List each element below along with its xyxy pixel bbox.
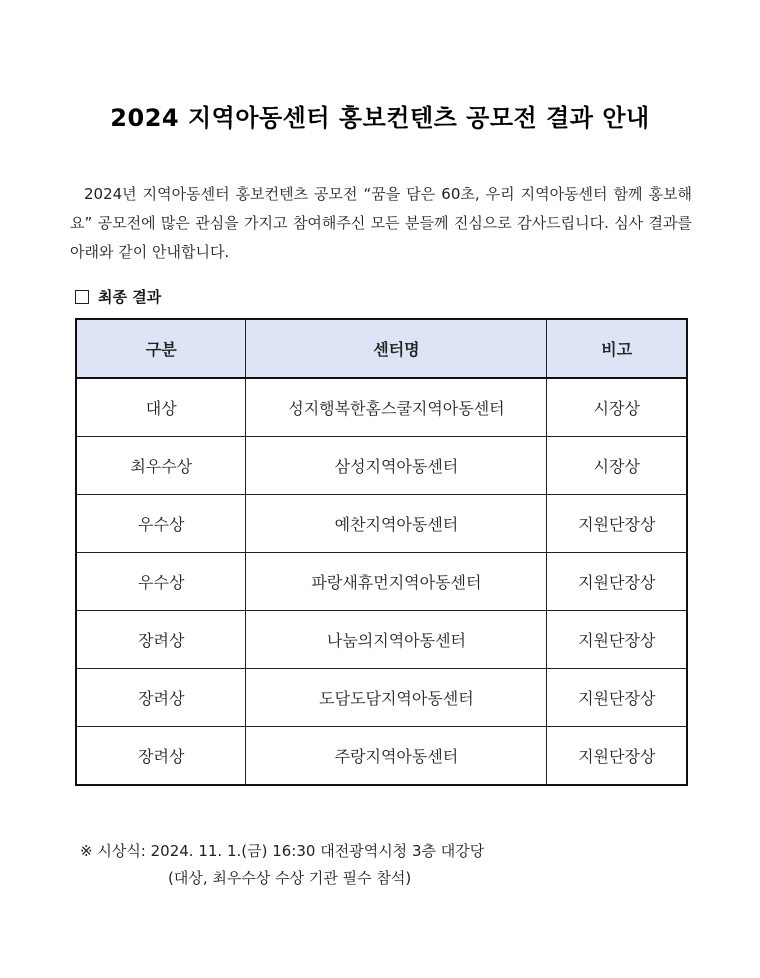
table-row — [76, 495, 687, 553]
ceremony-note — [80, 838, 484, 892]
remarks-cell: 지원단장상 — [547, 727, 687, 786]
header-remarks: 비고 — [547, 319, 687, 378]
center-name-cell: 예찬지역아동센터 — [246, 495, 547, 553]
ceremony-note-line: ※ 시상식: 2024. 11. 1.(금) 16:30 대전광역시청 3층 대강당 — [80, 842, 485, 860]
center-name-cell: 주랑지역아동센터 — [246, 727, 547, 786]
table-header-row — [76, 319, 687, 378]
results-table — [75, 318, 688, 786]
table-row — [76, 378, 687, 437]
section-heading — [75, 286, 161, 307]
award-cell: 장려상 — [76, 611, 246, 669]
award-cell: 우수상 — [76, 495, 246, 553]
center-name-cell: 파랑새휴먼지역아동센터 — [246, 553, 547, 611]
award-cell: 장려상 — [76, 727, 246, 786]
ceremony-note-subline: (대상, 최우수상 수상 기관 필수 참석) — [168, 869, 412, 887]
table-row — [76, 727, 687, 786]
remarks-cell: 지원단장상 — [547, 495, 687, 553]
center-name-cell: 삼성지역아동센터 — [246, 437, 547, 495]
award-cell: 최우수상 — [76, 437, 246, 495]
award-cell: 우수상 — [76, 553, 246, 611]
table-row — [76, 611, 687, 669]
award-cell: 대상 — [76, 378, 246, 437]
remarks-cell: 지원단장상 — [547, 611, 687, 669]
remarks-cell: 지원단장상 — [547, 669, 687, 727]
square-bullet-icon — [75, 290, 89, 304]
header-category: 구분 — [76, 319, 246, 378]
remarks-cell: 시장상 — [547, 378, 687, 437]
table-row — [76, 437, 687, 495]
center-name-cell: 성지행복한홈스쿨지역아동센터 — [246, 378, 547, 437]
table-row — [76, 553, 687, 611]
center-name-cell: 나눔의지역아동센터 — [246, 611, 547, 669]
header-center-name: 센터명 — [246, 319, 547, 378]
intro-paragraph: 2024년 지역아동센터 홍보컨텐츠 공모전 “꿈을 담은 60초, 우리 지역아동센터 함께 홍보해요” 공모전에 많은 관심을 가지고 참여해주신 모든 분들께 진심으로 감사드립니다. 심사 결과를 아래와 같이 안내합니다. — [70, 185, 692, 261]
remarks-cell: 시장상 — [547, 437, 687, 495]
center-name-cell: 도담도담지역아동센터 — [246, 669, 547, 727]
section-title: 최종 결과 — [98, 288, 162, 306]
page-title: 2024 지역아동센터 홍보컨텐츠 공모전 결과 안내 — [110, 104, 650, 132]
table-row — [76, 669, 687, 727]
award-cell: 장려상 — [76, 669, 246, 727]
remarks-cell: 지원단장상 — [547, 553, 687, 611]
